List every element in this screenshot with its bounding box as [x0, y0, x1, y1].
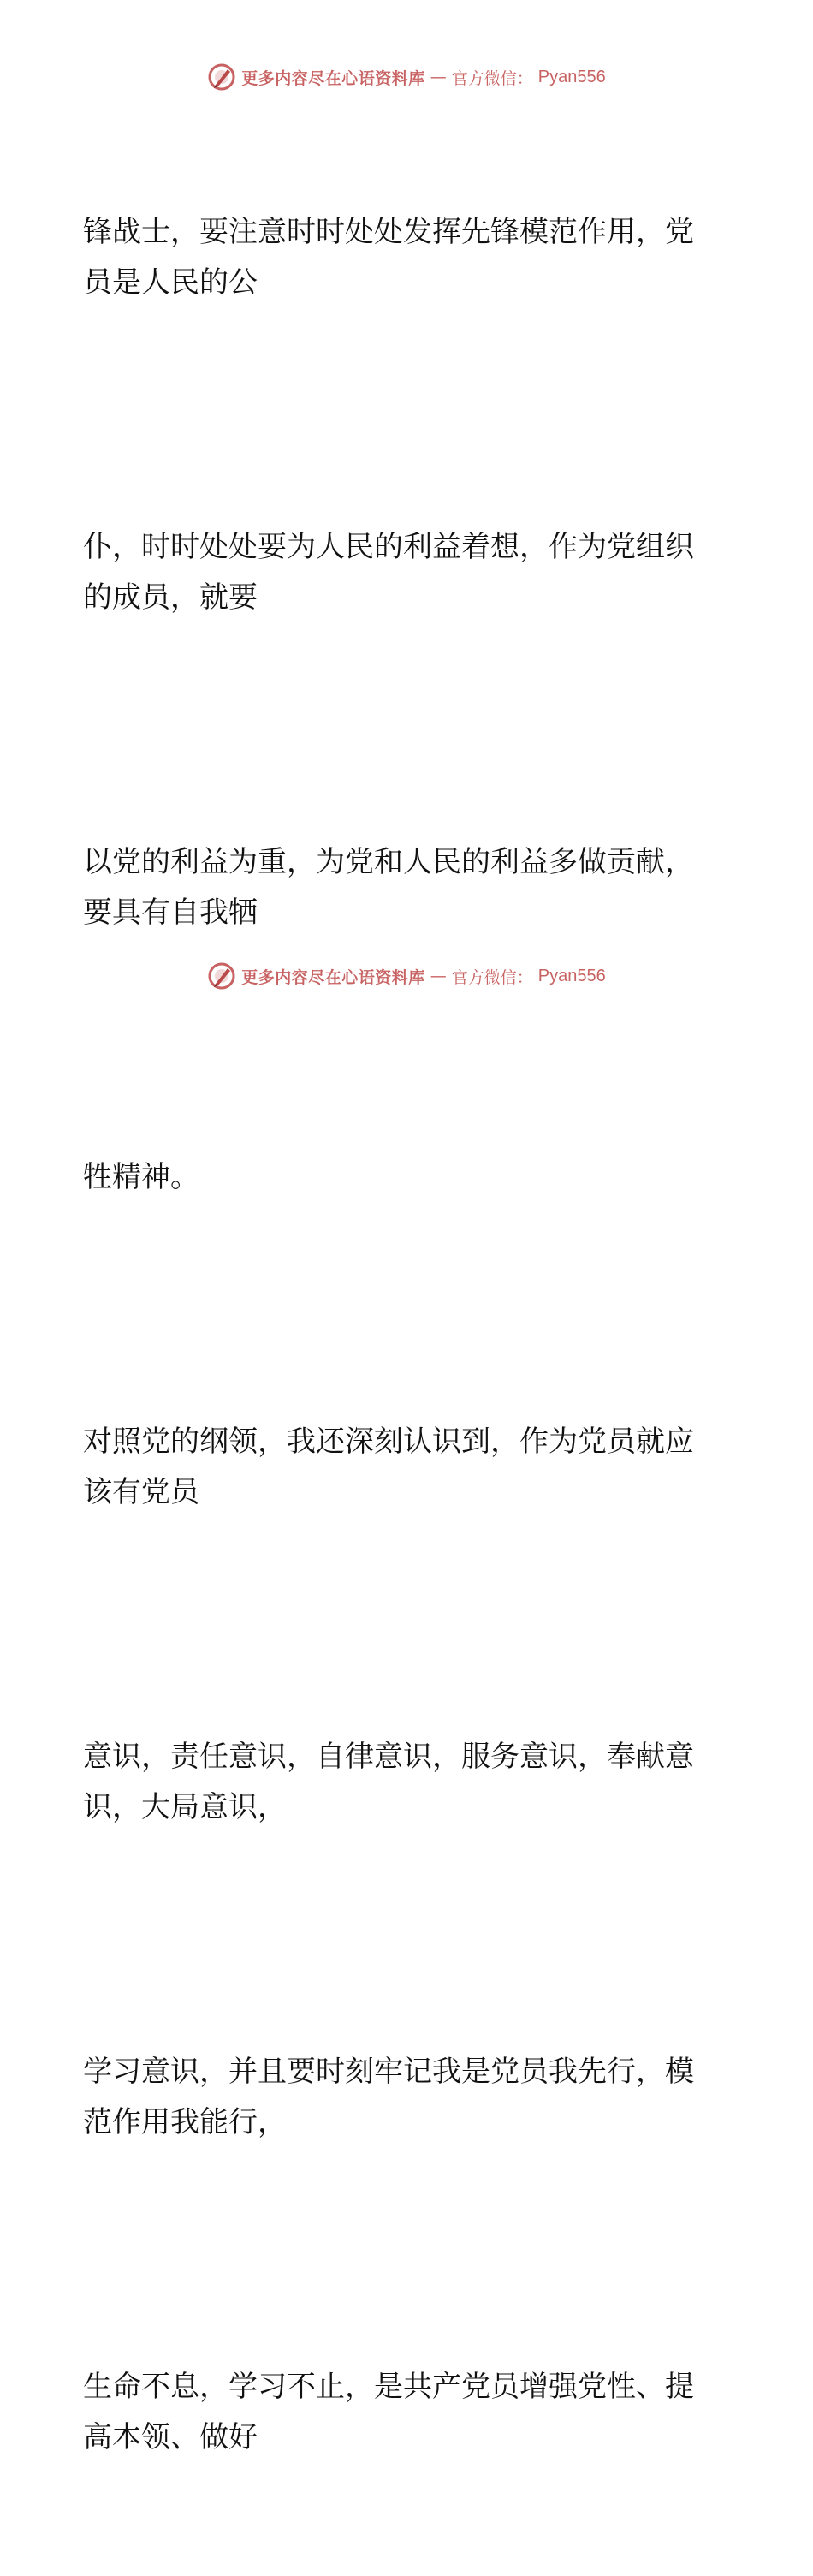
- header-brand-text: 更多内容尽在心语资料库: [241, 68, 425, 88]
- paragraph-1: [83, 106, 716, 409]
- document-body: [83, 106, 716, 2576]
- paragraph-6: [83, 1631, 716, 1934]
- paragraph-line: 学习意识，并且要时刻牢记我是党员我先行，模: [83, 2055, 694, 2089]
- paragraph-line: 仆，时时处处要为人民的利益着想，作为党组织: [83, 530, 694, 564]
- footer-banner: [0, 959, 813, 993]
- paragraph-2: [83, 421, 716, 724]
- brand-logo-icon: [207, 961, 236, 991]
- brand-logo-icon: [207, 62, 236, 92]
- paragraph-3: [83, 736, 716, 1039]
- paragraph-line: 识，大局意识，: [83, 1790, 287, 1824]
- paragraph-line: 锋战士，要注意时时处处发挥先锋模范作用，党: [83, 215, 694, 249]
- paragraph-line: 对照党的纲领，我还深刻认识到，作为党员就应: [83, 1425, 694, 1459]
- paragraph-8: [83, 2261, 716, 2564]
- footer-wechat-id: Pyan556: [537, 966, 606, 985]
- paragraph-line: 牲精神。: [83, 1160, 199, 1194]
- header-banner: [0, 60, 813, 94]
- paragraph-5: [83, 1316, 716, 1619]
- paragraph-line: 高本领、做好: [83, 2420, 258, 2454]
- paragraph-line: 该有党员: [83, 1475, 199, 1509]
- paragraph-line: 要具有自我牺: [83, 895, 258, 930]
- header-wechat-label: 官方微信：: [451, 68, 533, 88]
- paragraph-7: [83, 1946, 716, 2249]
- header-wechat-id: Pyan556: [537, 67, 606, 86]
- paragraph-line: 范作用我能行，: [83, 2105, 287, 2139]
- footer-wechat-label: 官方微信：: [451, 967, 533, 987]
- paragraph-4: [83, 1051, 716, 1304]
- paragraph-line: 生命不息，学习不止，是共产党员增强党性、提: [83, 2370, 694, 2404]
- header-dash: —: [430, 68, 447, 86]
- paragraph-line: 以党的利益为重，为党和人民的利益多做贡献，: [83, 845, 694, 879]
- footer-brand-text: 更多内容尽在心语资料库: [241, 967, 425, 987]
- footer-dash: —: [430, 967, 447, 985]
- paragraph-line: 员是人民的公: [83, 265, 258, 300]
- paragraph-line: 的成员，就要: [83, 580, 258, 615]
- paragraph-line: 意识，责任意识，自律意识，服务意识，奉献意: [83, 1740, 694, 1774]
